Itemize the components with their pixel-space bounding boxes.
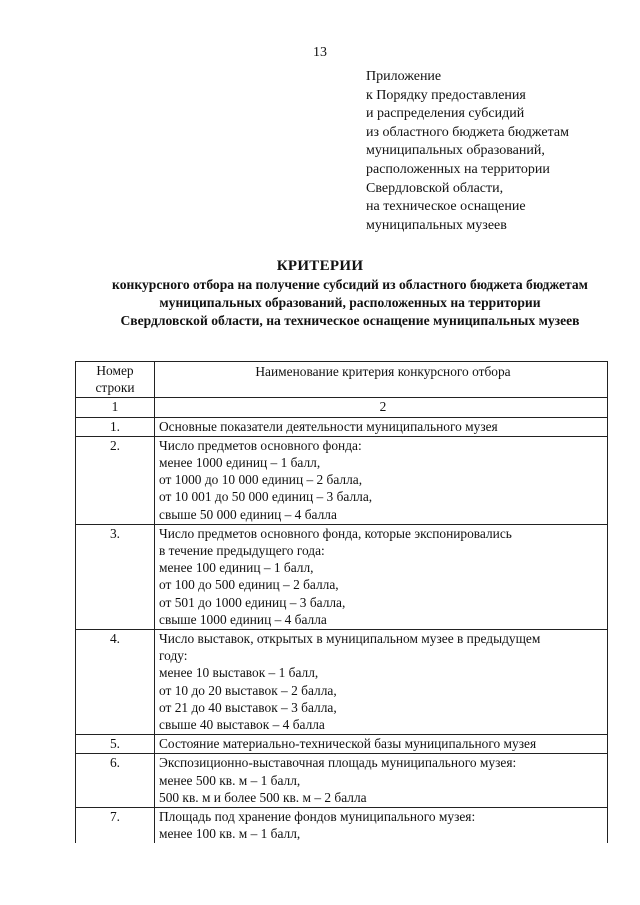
table-row (76, 754, 608, 808)
row-criterion-cell (155, 417, 608, 436)
table-row (76, 436, 608, 524)
row-number-cell: 2. (76, 436, 155, 524)
subtitle-line: муниципальных образований, расположенных на территории (159, 295, 541, 310)
table-row (76, 630, 608, 735)
subtitle-line: конкурсного отбора на получение субсидий из областного бюджета бюджетам (112, 277, 588, 292)
row-number-cell: 5. (76, 735, 155, 754)
criterion-line: свыше 1000 единиц – 4 балла (159, 611, 327, 627)
criterion-line: году: (159, 648, 188, 664)
appendix-line: муниципальных музеев (366, 217, 507, 233)
header-number-cell: Номер строки (76, 362, 155, 398)
criterion-line: от 10 001 до 50 000 единиц – 3 балла, (159, 489, 373, 505)
criteria-rows (76, 417, 608, 843)
criterion-line: Состояние материально-технической базы муниципального музея (159, 736, 537, 752)
criterion-line: Экспозиционно-выставочная площадь муниципального музея: (159, 755, 517, 771)
row-criterion-cell (155, 808, 608, 844)
criterion-line: Число выставок, открытых в муниципальном музее в предыдущем (159, 631, 541, 647)
criterion-line: 500 кв. м и более 500 кв. м – 2 балла (159, 789, 367, 805)
appendix-line: Приложение (366, 69, 442, 84)
criterion-line: Площадь под хранение фондов муниципального музея: (159, 809, 476, 825)
criterion-line: менее 100 единиц – 1 балл, (159, 560, 314, 576)
criterion-line: менее 10 выставок – 1 балл, (159, 665, 319, 681)
table-row (76, 417, 608, 436)
criterion-line: от 501 до 1000 единиц – 3 балла, (159, 594, 346, 610)
criterion-line: от 1000 до 10 000 единиц – 2 балла, (159, 472, 363, 488)
criterion-line: Основные показатели деятельности муниципального музея (159, 418, 498, 434)
table-row (76, 524, 608, 629)
appendix-line: и распределения субсидий (366, 106, 525, 122)
row-criterion-cell (155, 735, 608, 754)
row-number-cell: 4. (76, 630, 155, 735)
row-criterion-cell (155, 754, 608, 808)
header-name-cell: Наименование критерия конкурсного отбора (155, 362, 608, 398)
criterion-line: от 10 до 20 выставок – 2 балла, (159, 682, 337, 698)
appendix-line: муниципальных образований, (366, 143, 545, 159)
appendix-line: к Порядку предоставления (366, 87, 526, 103)
criteria-table (75, 361, 608, 843)
subtitle-line: Свердловской области, на техническое оснащение муниципальных музеев (120, 313, 580, 328)
criterion-line: в течение предыдущего года: (159, 543, 325, 559)
criterion-line: свыше 50 000 единиц – 4 балла (159, 506, 337, 522)
table-row (76, 735, 608, 754)
index-name-cell: 2 (155, 398, 608, 417)
appendix-line: расположенных на территории (366, 161, 550, 177)
criterion-line: Число предметов основного фонда, которые экспонировались (159, 525, 512, 541)
appendix-block (366, 68, 569, 235)
criterion-line: Число предметов основного фонда: (159, 437, 362, 453)
appendix-line: из областного бюджета бюджетам (366, 124, 569, 140)
criterion-line: менее 500 кв. м – 1 балл, (159, 772, 301, 788)
criterion-line: менее 100 кв. м – 1 балл, (159, 826, 301, 842)
row-criterion-cell (155, 436, 608, 524)
appendix-line: на техническое оснащение (366, 199, 526, 215)
criterion-line: от 21 до 40 выставок – 3 балла, (159, 699, 337, 715)
table-index-row (76, 398, 608, 417)
row-criterion-cell (155, 524, 608, 629)
page-number: 13 (313, 45, 327, 60)
criterion-line: свыше 40 выставок – 4 балла (159, 717, 325, 733)
table-row (76, 808, 608, 844)
row-number-cell: 3. (76, 524, 155, 629)
appendix-line: Свердловской области, (366, 180, 504, 196)
criterion-line: от 100 до 500 единиц – 2 балла, (159, 577, 339, 593)
table-header-row (76, 362, 608, 398)
row-number-cell: 6. (76, 754, 155, 808)
criterion-line: менее 1000 единиц – 1 балл, (159, 455, 321, 471)
row-criterion-cell (155, 630, 608, 735)
index-number-cell: 1 (76, 398, 155, 417)
row-number-cell: 1. (76, 417, 155, 436)
document-subtitle (60, 276, 640, 330)
row-number-cell: 7. (76, 808, 155, 844)
document-title: КРИТЕРИИ (276, 258, 364, 274)
